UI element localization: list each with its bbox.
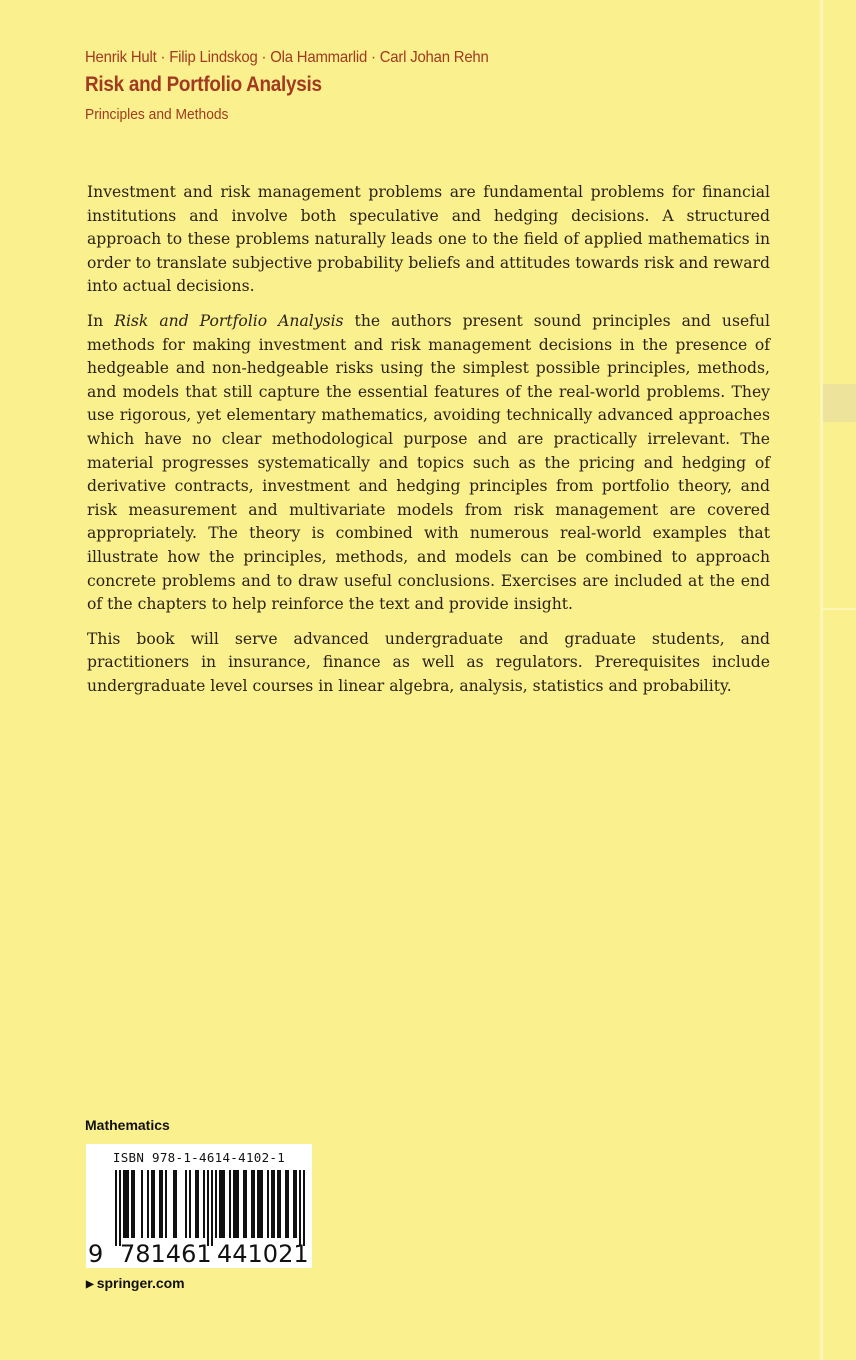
barcode-bar [219,1170,221,1238]
barcode-bar [253,1170,255,1238]
isbn-label: ISBN 978-1-4614-4102-1 [112,1150,286,1165]
blurb-p2-prefix: In [87,311,115,330]
isbn-barcode [86,1144,312,1268]
blurb-paragraph-3: This book will serve advanced undergraduate and graduate students, and practitioners in insurance, finance as well as regulators. Prerequisites include undergraduate level courses in linear algebra, analysis, statistics and probability. [87,629,770,695]
barcode-bar [279,1170,281,1238]
barcode-bar [243,1170,245,1238]
subject-category: Mathematics [85,1117,170,1133]
barcode-bar [197,1170,199,1238]
barcode-bar [147,1170,149,1238]
barcode-bar [233,1170,235,1238]
barcode-guard-bar [207,1170,209,1246]
barcode-bar [257,1170,259,1238]
barcode-bar [261,1170,263,1238]
barcode-bar [223,1170,225,1238]
spine-tab [823,384,856,422]
barcode-guard-bar [115,1170,117,1246]
blurb-book-title: Risk and Portfolio Analysis [114,311,344,330]
barcode-bar [295,1170,297,1238]
barcode-guard-bar [119,1170,121,1246]
barcode-bar [175,1170,177,1238]
author-list: Henrik Hult · Filip Lindskog · Ola Hammarlid · Carl Johan Rehn [85,49,489,66]
barcode-bar [221,1170,223,1238]
barcode-bar [165,1170,167,1238]
barcode-bar [271,1170,273,1238]
blurb-paragraph-1: Investment and risk management problems are fundamental problems for financial institutions and involve both speculative and hedging decisions. A structured approach to these problems naturally leads one to the field of applied mathematics in order to translate subjective probability beliefs and attitudes towards risk and reward into actual decisions. [87,183,770,296]
barcode-bar [185,1170,187,1238]
barcode-guard-bar [211,1170,213,1246]
barcode-bar [251,1170,253,1238]
barcode-bar [153,1170,155,1238]
spine-mark [823,608,856,610]
barcode-bar [259,1170,261,1238]
barcode-bar [195,1170,197,1238]
book-subtitle: Principles and Methods [85,106,229,123]
barcode-bar [287,1170,289,1238]
barcode-bar [273,1170,275,1238]
triangle-right-icon: ▶ [86,1279,94,1290]
barcode-bar [203,1170,205,1238]
blurb-p2-rest: the authors present sound principles and useful methods for making investment and risk management decisions in the presence of hedgeable and non-hedgeable risks using the simplest possible principles, methods, and models that still capture the essential features of the real-world problems. They use rigorous, yet elementary mathematics, avoiding technically advanced approaches which have no clear methodological purpose and are practically irrelevant. The material progresses systematically and topics such as the pricing and hedging of derivative contracts, investment and hedging principles from portfolio theory, and risk measurement and multivariate models from risk management are covered appropriately. The theory is combined with numerous real-world examples that illustrate how the principles, methods, and models can be combined to approach concrete problems and to draw useful conclusions. Exercises are included at the end of the chapters to help reinforce the text and provide insight. [87,311,770,614]
spine-edge [820,0,823,1360]
barcode-guard-bar [299,1170,301,1246]
blurb-paragraph-2 [87,310,770,617]
barcode-bar [151,1170,153,1238]
barcode-bar [267,1170,269,1238]
barcode-left-digits: 781461 [120,1240,212,1268]
cover-header [85,49,785,123]
barcode-bar [229,1170,231,1238]
publisher-url[interactable] [86,1275,185,1291]
barcode-bar [173,1170,175,1238]
barcode-bar [131,1170,133,1238]
barcode-bar [245,1170,247,1238]
barcode-bar [123,1170,125,1238]
barcode-bar [285,1170,287,1238]
barcode-bar [125,1170,127,1238]
barcode-lead-digit: 9 [88,1240,104,1268]
book-title: Risk and Portfolio Analysis [85,73,322,96]
publisher-url-text: springer.com [96,1275,185,1291]
barcode-bar [277,1170,279,1238]
barcode-bar [189,1170,191,1238]
barcode-bar [159,1170,161,1238]
barcode-bar [127,1170,129,1238]
barcode-bar [161,1170,163,1238]
barcode-bar [237,1170,239,1238]
barcode-digits [86,1240,312,1266]
barcode-bar [215,1170,217,1238]
barcode-bar [133,1170,135,1238]
barcode-right-digits: 441021 [217,1240,309,1268]
barcode-bar [235,1170,237,1238]
barcode-guard-bar [303,1170,305,1246]
back-cover-blurb [87,181,770,709]
barcode-bar [141,1170,143,1238]
barcode-bar [293,1170,295,1238]
